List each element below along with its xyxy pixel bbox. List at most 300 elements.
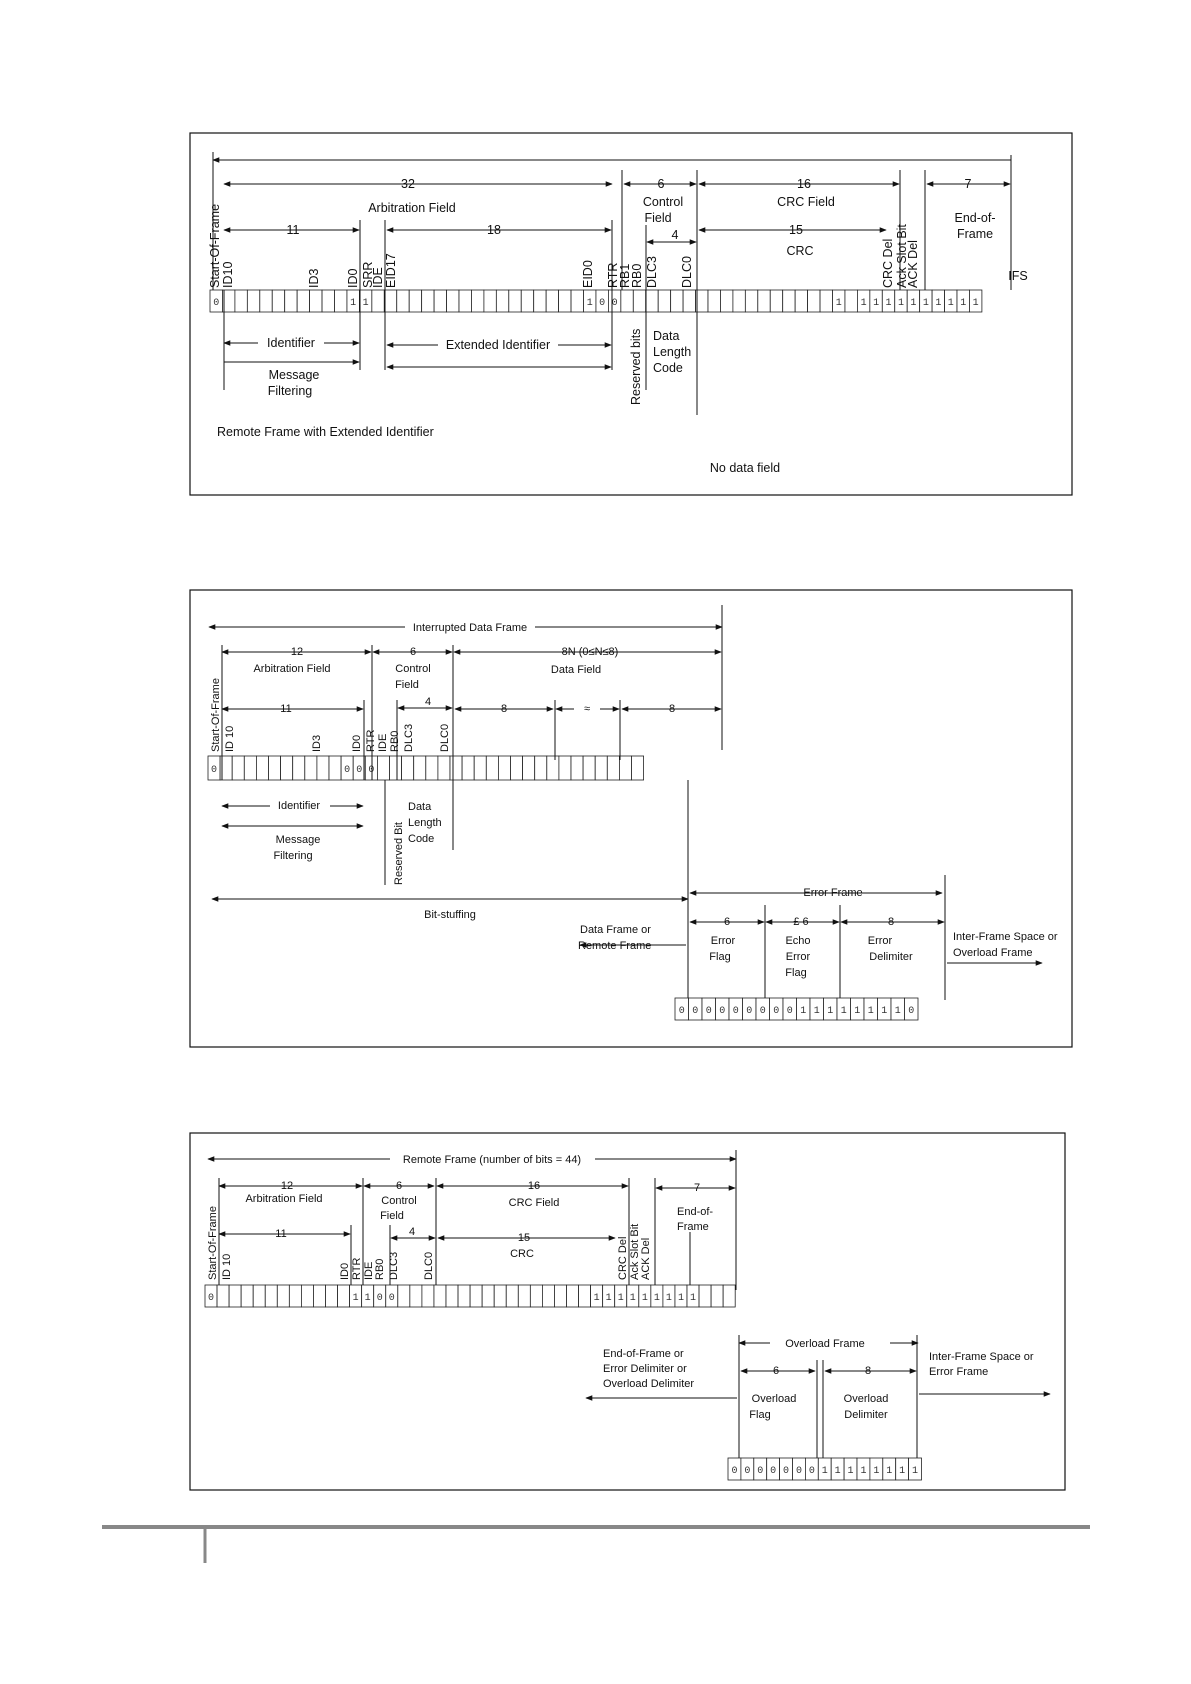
diagram2-border bbox=[190, 590, 1072, 1047]
d2-echo-3: Flag bbox=[785, 967, 807, 979]
d3-bit-value: 1 bbox=[653, 1293, 660, 1304]
d3-bit-name-dlc0: DLC0 bbox=[423, 1251, 435, 1280]
d1-cell bbox=[820, 290, 832, 312]
d3-dim-11: 11 bbox=[275, 1228, 287, 1240]
d3-cell bbox=[530, 1285, 542, 1307]
d3-of-2: Flag bbox=[749, 1409, 771, 1421]
d1-control-1: Control bbox=[642, 195, 684, 209]
d2-ef-2: Flag bbox=[709, 951, 731, 963]
d1-cell bbox=[708, 290, 720, 312]
d2-cell bbox=[269, 756, 281, 780]
d1-bit-name-ifs: IFS bbox=[1008, 269, 1028, 283]
d2-cell bbox=[535, 756, 547, 780]
d3-bit-value: 0 bbox=[208, 1293, 215, 1304]
d2-cell bbox=[571, 756, 583, 780]
d3-cell bbox=[277, 1285, 289, 1307]
d1-cell bbox=[671, 290, 683, 312]
d1-bit-value: 1 bbox=[586, 298, 593, 309]
d2-cell bbox=[402, 756, 414, 780]
d2-err-bit-value: 0 bbox=[773, 1006, 780, 1017]
d2-cell bbox=[474, 756, 486, 780]
d2-bit-value: 0 bbox=[356, 765, 363, 776]
d1-cell bbox=[621, 290, 633, 312]
d2-bit-name-start-of-frame: Start-Of-Frame bbox=[210, 678, 222, 752]
d1-bit-value: 1 bbox=[947, 298, 954, 309]
d3-bit-name-id-10: ID 10 bbox=[221, 1253, 233, 1280]
d2-err-8: 8 bbox=[887, 916, 895, 928]
d1-bit-name-dlc0: DLC0 bbox=[680, 256, 694, 288]
d2-cell bbox=[305, 756, 317, 780]
d1-dim-6: 6 bbox=[657, 177, 665, 191]
d3-ov-bit-value: 0 bbox=[757, 1466, 764, 1477]
d2-dlc-1: Data bbox=[408, 801, 432, 813]
d3-ov-bit-value: 1 bbox=[821, 1466, 828, 1477]
d3-ov-bit-value: 0 bbox=[795, 1466, 802, 1477]
d2-control-1: Control bbox=[395, 663, 431, 675]
d1-cell bbox=[247, 290, 259, 312]
d2-bit-name-dlc0: DLC0 bbox=[439, 723, 451, 752]
d1-dim-15: 15 bbox=[789, 223, 803, 237]
d2-dim-6: 6 bbox=[409, 646, 417, 658]
d2-err-bit-value: 1 bbox=[800, 1006, 807, 1017]
d3-cell bbox=[301, 1285, 313, 1307]
d1-cell bbox=[795, 290, 807, 312]
d1-bit-value: 1 bbox=[960, 298, 967, 309]
d2-dim-8n: 8N (0≤N≤8) bbox=[561, 646, 619, 658]
d1-cell bbox=[571, 290, 583, 312]
d3-ov-bit-value: 1 bbox=[873, 1466, 880, 1477]
d2-ed-1: Error bbox=[867, 935, 893, 947]
d2-err-bit-value: 1 bbox=[867, 1006, 874, 1017]
d1-bit-name-srr: SRR bbox=[361, 261, 375, 288]
d2-cell bbox=[256, 756, 268, 780]
d2-cell bbox=[377, 756, 389, 780]
d3-cell bbox=[326, 1285, 338, 1307]
d2-err-bit-value: 0 bbox=[692, 1006, 699, 1017]
d2-bit-value: 0 bbox=[211, 765, 218, 776]
d1-bit-name-id10: ID10 bbox=[221, 261, 235, 288]
d2-cell bbox=[559, 756, 571, 780]
d3-of-1: Overload bbox=[751, 1393, 797, 1405]
d1-cell bbox=[758, 290, 770, 312]
d3-cell bbox=[422, 1285, 434, 1307]
d1-cell bbox=[845, 290, 857, 312]
d3-dim-16: 16 bbox=[527, 1180, 541, 1192]
d1-bit-name-id3: ID3 bbox=[307, 268, 321, 288]
d2-bit-stuffing: Bit-stuffing bbox=[424, 909, 476, 921]
d3-right-2: Error Frame bbox=[929, 1366, 989, 1378]
d3-dim-7: 7 bbox=[693, 1182, 701, 1194]
d2-bit-name-id-10: ID 10 bbox=[224, 725, 236, 752]
diagram-remote-frame-extended bbox=[190, 133, 1072, 495]
d2-reserved-bit: Reserved Bit bbox=[393, 822, 405, 885]
d3-cell bbox=[253, 1285, 265, 1307]
d3-bit-value: 1 bbox=[364, 1293, 371, 1304]
diagram-interrupted-data-frame bbox=[190, 590, 1072, 1047]
d3-cell bbox=[338, 1285, 350, 1307]
d1-arbitration-field: Arbitration Field bbox=[368, 201, 456, 215]
d1-eof-1: End-of- bbox=[954, 211, 996, 225]
d3-overload-frame: Overload Frame bbox=[785, 1338, 865, 1350]
d1-crc: CRC bbox=[786, 244, 814, 258]
d3-dim-4: 4 bbox=[408, 1226, 416, 1238]
d3-dim-6: 6 bbox=[395, 1180, 403, 1192]
d1-dim-11: 11 bbox=[286, 223, 300, 237]
d1-cell bbox=[534, 290, 546, 312]
d3-cell bbox=[699, 1285, 711, 1307]
d1-bit-value: 1 bbox=[910, 298, 917, 309]
d2-err-bit-value: 0 bbox=[705, 1006, 712, 1017]
d2-err-6: 6 bbox=[723, 916, 731, 928]
d2-cell bbox=[450, 756, 462, 780]
d1-bit-name-ide: IDE bbox=[371, 267, 385, 288]
d1-bit-names bbox=[208, 204, 1028, 288]
d1-reserved-bits: Reserved bits bbox=[629, 328, 643, 405]
d2-err-bit-value: 0 bbox=[786, 1006, 793, 1017]
d3-cell bbox=[542, 1285, 554, 1307]
d3-bit-value: 1 bbox=[665, 1293, 672, 1304]
d3-eof-1: End-of- bbox=[677, 1206, 714, 1218]
d2-title: Interrupted Data Frame bbox=[412, 622, 528, 634]
d2-echo-2: Error bbox=[785, 951, 811, 963]
d3-ov-bit-value: 0 bbox=[744, 1466, 751, 1477]
d1-eof-2: Frame bbox=[956, 227, 994, 241]
d2-msg-2: Filtering bbox=[273, 850, 313, 862]
diagram2-error-bit-row bbox=[675, 998, 918, 1020]
d3-bit-value: 1 bbox=[677, 1293, 684, 1304]
d2-err-bit-value: 1 bbox=[827, 1006, 834, 1017]
d1-bit-value: 1 bbox=[873, 298, 880, 309]
d3-cell bbox=[434, 1285, 446, 1307]
d1-control-2: Field bbox=[644, 211, 672, 225]
d2-err-bit-value: 1 bbox=[894, 1006, 901, 1017]
d2-cell bbox=[329, 756, 341, 780]
d1-cell bbox=[783, 290, 795, 312]
d1-cell bbox=[546, 290, 558, 312]
d1-cell bbox=[484, 290, 496, 312]
d2-cell bbox=[438, 756, 450, 780]
d1-cell bbox=[646, 290, 658, 312]
d3-crc-field: CRC Field bbox=[508, 1197, 560, 1209]
d2-err-bit-value: 0 bbox=[746, 1006, 753, 1017]
d3-cell bbox=[217, 1285, 229, 1307]
diagram3-bit-row bbox=[205, 1285, 735, 1307]
d3-arbitration-field: Arbitration Field bbox=[245, 1193, 323, 1205]
d1-bit-name-eid17: EID17 bbox=[384, 253, 398, 288]
d2-echo-6: £ 6 bbox=[793, 916, 809, 928]
d1-cell bbox=[808, 290, 820, 312]
d2-bit-name-rtr: RTR bbox=[365, 729, 377, 752]
d2-echo-1: Echo bbox=[785, 935, 811, 947]
d3-bit-name-rb0: RB0 bbox=[374, 1258, 386, 1280]
d1-cell bbox=[745, 290, 757, 312]
d3-cell bbox=[313, 1285, 325, 1307]
d3-bit-names bbox=[207, 1206, 652, 1280]
d2-break-mark: ≈ bbox=[583, 703, 591, 715]
d1-bit-value: 1 bbox=[885, 298, 892, 309]
d1-cell bbox=[471, 290, 483, 312]
d2-bit-name-id3: ID3 bbox=[311, 734, 323, 752]
d3-od-1: Overload bbox=[843, 1393, 889, 1405]
d3-cell bbox=[554, 1285, 566, 1307]
d1-cell bbox=[297, 290, 309, 312]
d2-err-bit-value: 0 bbox=[719, 1006, 726, 1017]
d1-dlc-3: Code bbox=[653, 361, 683, 375]
d2-err-bit-value: 0 bbox=[908, 1006, 915, 1017]
d2-right-1: Inter-Frame Space or bbox=[953, 931, 1058, 943]
d1-cell bbox=[633, 290, 645, 312]
d3-cell bbox=[458, 1285, 470, 1307]
d3-cell bbox=[398, 1285, 410, 1307]
d2-right-2: Overload Frame bbox=[953, 947, 1033, 959]
d2-arbitration-field: Arbitration Field bbox=[253, 663, 331, 675]
d1-crc-field: CRC Field bbox=[777, 195, 835, 209]
d2-dim-4: 4 bbox=[424, 696, 432, 708]
d2-bit-value: 0 bbox=[344, 765, 351, 776]
d3-eof-2: Frame bbox=[677, 1221, 709, 1233]
d2-cell bbox=[547, 756, 559, 780]
d2-dim-12: 12 bbox=[290, 646, 304, 658]
d1-no-data-field: No data field bbox=[709, 461, 781, 475]
d1-bit-value: 0 bbox=[599, 298, 606, 309]
d2-cell bbox=[632, 756, 644, 780]
d3-control-1: Control bbox=[381, 1195, 417, 1207]
d2-cell bbox=[293, 756, 305, 780]
d1-cell bbox=[384, 290, 396, 312]
d1-cell bbox=[397, 290, 409, 312]
d1-msg-1: Message bbox=[268, 368, 320, 382]
d3-bit-value: 1 bbox=[641, 1293, 648, 1304]
diagram3-border bbox=[190, 1133, 1065, 1490]
diagram-remote-frame-44 bbox=[190, 1133, 1065, 1490]
d1-bit-value: 1 bbox=[835, 298, 842, 309]
d2-cell bbox=[232, 756, 244, 780]
d1-bit-name-rtr: RTR bbox=[606, 262, 620, 288]
d3-cell bbox=[579, 1285, 591, 1307]
d3-bit-name-ack-slot-bit: Ack Slot Bit bbox=[629, 1223, 641, 1280]
d2-cell bbox=[426, 756, 438, 780]
d3-crc: CRC bbox=[510, 1248, 534, 1260]
d3-bit-name-ack-del: ACK Del bbox=[640, 1237, 652, 1280]
d3-ov-bit-value: 0 bbox=[731, 1466, 738, 1477]
d2-err-bit-value: 1 bbox=[813, 1006, 820, 1017]
d3-cell bbox=[506, 1285, 518, 1307]
d1-cell bbox=[335, 290, 347, 312]
d3-bit-name-start-of-frame: Start-Of-Frame bbox=[207, 1206, 219, 1280]
d1-bit-name-start-of-frame: Start-Of-Frame bbox=[208, 203, 222, 288]
d2-identifier: Identifier bbox=[277, 800, 321, 812]
d1-cell bbox=[310, 290, 322, 312]
d1-caption: Remote Frame with Extended Identifier bbox=[217, 425, 434, 439]
d2-cell bbox=[619, 756, 631, 780]
d2-cell bbox=[583, 756, 595, 780]
d1-cell bbox=[409, 290, 421, 312]
d2-err-bit-value: 0 bbox=[732, 1006, 739, 1017]
d1-bit-value: 0 bbox=[213, 298, 220, 309]
d3-dim-15: 15 bbox=[517, 1232, 531, 1244]
d1-bit-name-crc-del: CRC Del bbox=[881, 238, 895, 288]
d3-right-1: Inter-Frame Space or bbox=[929, 1351, 1034, 1363]
d3-od-2: Delimiter bbox=[844, 1409, 888, 1421]
d1-cell bbox=[322, 290, 334, 312]
d2-err-bit-value: 1 bbox=[881, 1006, 888, 1017]
d3-left-1: End-of-Frame or bbox=[603, 1348, 684, 1360]
d1-bit-name-eid0: EID0 bbox=[581, 260, 595, 288]
d1-bit-name-dlc3: DLC3 bbox=[645, 256, 659, 288]
d3-cell bbox=[470, 1285, 482, 1307]
d2-bit-name-id0: ID0 bbox=[351, 734, 363, 752]
d2-dim-8a: 8 bbox=[500, 703, 508, 715]
d2-left-1: Data Frame or bbox=[580, 924, 651, 936]
d1-cell bbox=[509, 290, 521, 312]
d3-left-3: Overload Delimiter bbox=[603, 1378, 695, 1390]
d3-ov-6: 6 bbox=[772, 1365, 780, 1377]
d3-control-2: Field bbox=[380, 1210, 404, 1222]
d1-cell bbox=[496, 290, 508, 312]
d3-cell bbox=[241, 1285, 253, 1307]
d3-bit-name-rtr: RTR bbox=[351, 1257, 363, 1280]
d3-bit-value: 1 bbox=[605, 1293, 612, 1304]
d2-bit-name-dlc3: DLC3 bbox=[403, 723, 415, 752]
d3-bit-value: 1 bbox=[629, 1293, 636, 1304]
d3-bit-value: 0 bbox=[388, 1293, 395, 1304]
d3-cell bbox=[446, 1285, 458, 1307]
d1-bit-name-rb0: RB0 bbox=[630, 263, 644, 288]
d1-msg-2: Filtering bbox=[267, 384, 313, 398]
d3-ov-bit-value: 0 bbox=[808, 1466, 815, 1477]
d2-err-bit-value: 1 bbox=[840, 1006, 847, 1017]
d1-extended-identifier: Extended Identifier bbox=[445, 338, 551, 352]
d3-cell bbox=[289, 1285, 301, 1307]
d2-cell bbox=[414, 756, 426, 780]
d1-cell bbox=[559, 290, 571, 312]
d3-cell bbox=[265, 1285, 277, 1307]
d1-cell bbox=[447, 290, 459, 312]
d2-ed-2: Delimiter bbox=[869, 951, 913, 963]
d2-cell bbox=[462, 756, 474, 780]
d3-cell bbox=[723, 1285, 735, 1307]
d1-bit-value: 1 bbox=[860, 298, 867, 309]
d1-dim-4: 4 bbox=[671, 228, 679, 242]
diagram1-border bbox=[190, 133, 1072, 495]
d1-bit-name-id0: ID0 bbox=[346, 268, 360, 288]
d2-cell bbox=[390, 756, 402, 780]
d3-ov-8: 8 bbox=[864, 1365, 872, 1377]
d1-identifier: Identifier bbox=[267, 336, 315, 350]
d3-cell bbox=[518, 1285, 530, 1307]
d2-bit-name-ide: IDE bbox=[377, 733, 389, 752]
d3-bit-name-ide: IDE bbox=[363, 1261, 375, 1280]
d2-cell bbox=[244, 756, 256, 780]
d3-dim-12: 12 bbox=[280, 1180, 294, 1192]
d3-bit-name-id0: ID0 bbox=[339, 1262, 351, 1280]
d2-cell bbox=[595, 756, 607, 780]
d3-ov-bit-value: 1 bbox=[886, 1466, 893, 1477]
d3-left-2: Error Delimiter or bbox=[603, 1363, 687, 1375]
d1-cell bbox=[733, 290, 745, 312]
d1-dim-7: 7 bbox=[964, 177, 972, 191]
d3-cell bbox=[494, 1285, 506, 1307]
d1-bit-value: 0 bbox=[611, 298, 618, 309]
d2-err-bit-value: 0 bbox=[759, 1006, 766, 1017]
d3-cell bbox=[410, 1285, 422, 1307]
d2-cell bbox=[281, 756, 293, 780]
d1-cell bbox=[658, 290, 670, 312]
d3-cell bbox=[711, 1285, 723, 1307]
d1-cell bbox=[720, 290, 732, 312]
d1-cell bbox=[770, 290, 782, 312]
d1-dlc-1: Data bbox=[653, 329, 680, 343]
d2-msg-1: Message bbox=[275, 834, 321, 846]
d1-bit-name-ack-slot-bit: Ack Slot Bit bbox=[895, 224, 909, 288]
d1-cell bbox=[260, 290, 272, 312]
d3-title: Remote Frame (number of bits = 44) bbox=[402, 1154, 582, 1166]
d1-cell bbox=[459, 290, 471, 312]
d1-cell bbox=[235, 290, 247, 312]
d1-cell bbox=[285, 290, 297, 312]
d3-ov-bit-value: 1 bbox=[899, 1466, 906, 1477]
d1-cell bbox=[272, 290, 284, 312]
d1-bit-value: 1 bbox=[972, 298, 979, 309]
d3-bit-value: 1 bbox=[617, 1293, 624, 1304]
d2-cell bbox=[607, 756, 619, 780]
d3-ov-bit-value: 0 bbox=[783, 1466, 790, 1477]
diagram1-bit-row bbox=[210, 290, 982, 312]
diagram3-overload-bit-row bbox=[728, 1458, 922, 1480]
d2-cell bbox=[317, 756, 329, 780]
d2-err-bit-value: 1 bbox=[854, 1006, 861, 1017]
d3-bit-name-dlc3: DLC3 bbox=[388, 1251, 400, 1280]
d3-cell bbox=[229, 1285, 241, 1307]
d3-bit-value: 0 bbox=[376, 1293, 383, 1304]
d3-bit-value: 1 bbox=[352, 1293, 359, 1304]
d1-cell bbox=[521, 290, 533, 312]
d1-cell bbox=[422, 290, 434, 312]
d2-dlc-3: Code bbox=[408, 833, 435, 845]
d2-dim-11: 11 bbox=[280, 703, 292, 715]
d1-cell bbox=[372, 290, 384, 312]
d3-cell bbox=[482, 1285, 494, 1307]
d1-bit-value: 1 bbox=[362, 298, 369, 309]
d1-bit-value: 1 bbox=[897, 298, 904, 309]
d3-ov-bit-value: 1 bbox=[847, 1466, 854, 1477]
d3-bit-name-crc-del: CRC Del bbox=[617, 1236, 629, 1280]
d2-left-2: Remote Frame bbox=[578, 940, 652, 952]
d2-error-frame: Error Frame bbox=[803, 887, 863, 899]
d2-dim-8b: 8 bbox=[668, 703, 676, 715]
d2-cell bbox=[511, 756, 523, 780]
d1-bit-value: 1 bbox=[935, 298, 942, 309]
d3-bit-value: 1 bbox=[593, 1293, 600, 1304]
d3-ov-bit-value: 0 bbox=[770, 1466, 777, 1477]
d1-cell bbox=[683, 290, 695, 312]
d2-cell bbox=[498, 756, 510, 780]
d1-dim-32: 32 bbox=[401, 177, 415, 191]
d2-cell bbox=[523, 756, 535, 780]
d2-ef-1: Error bbox=[710, 935, 736, 947]
d1-bit-name-rb1: RB1 bbox=[618, 263, 632, 288]
d3-bit-value: 1 bbox=[690, 1293, 697, 1304]
d1-bit-name-ack-del: ACK Del bbox=[906, 240, 920, 288]
d1-bit-value: 1 bbox=[922, 298, 929, 309]
d2-bit-value: 0 bbox=[368, 765, 375, 776]
d2-control-2: Field bbox=[395, 679, 419, 691]
d2-data-field: Data Field bbox=[550, 664, 602, 676]
d3-ov-bit-value: 1 bbox=[860, 1466, 867, 1477]
d1-bit-value: 1 bbox=[350, 298, 357, 309]
d1-dim-18: 18 bbox=[487, 223, 501, 237]
d2-cell bbox=[486, 756, 498, 780]
